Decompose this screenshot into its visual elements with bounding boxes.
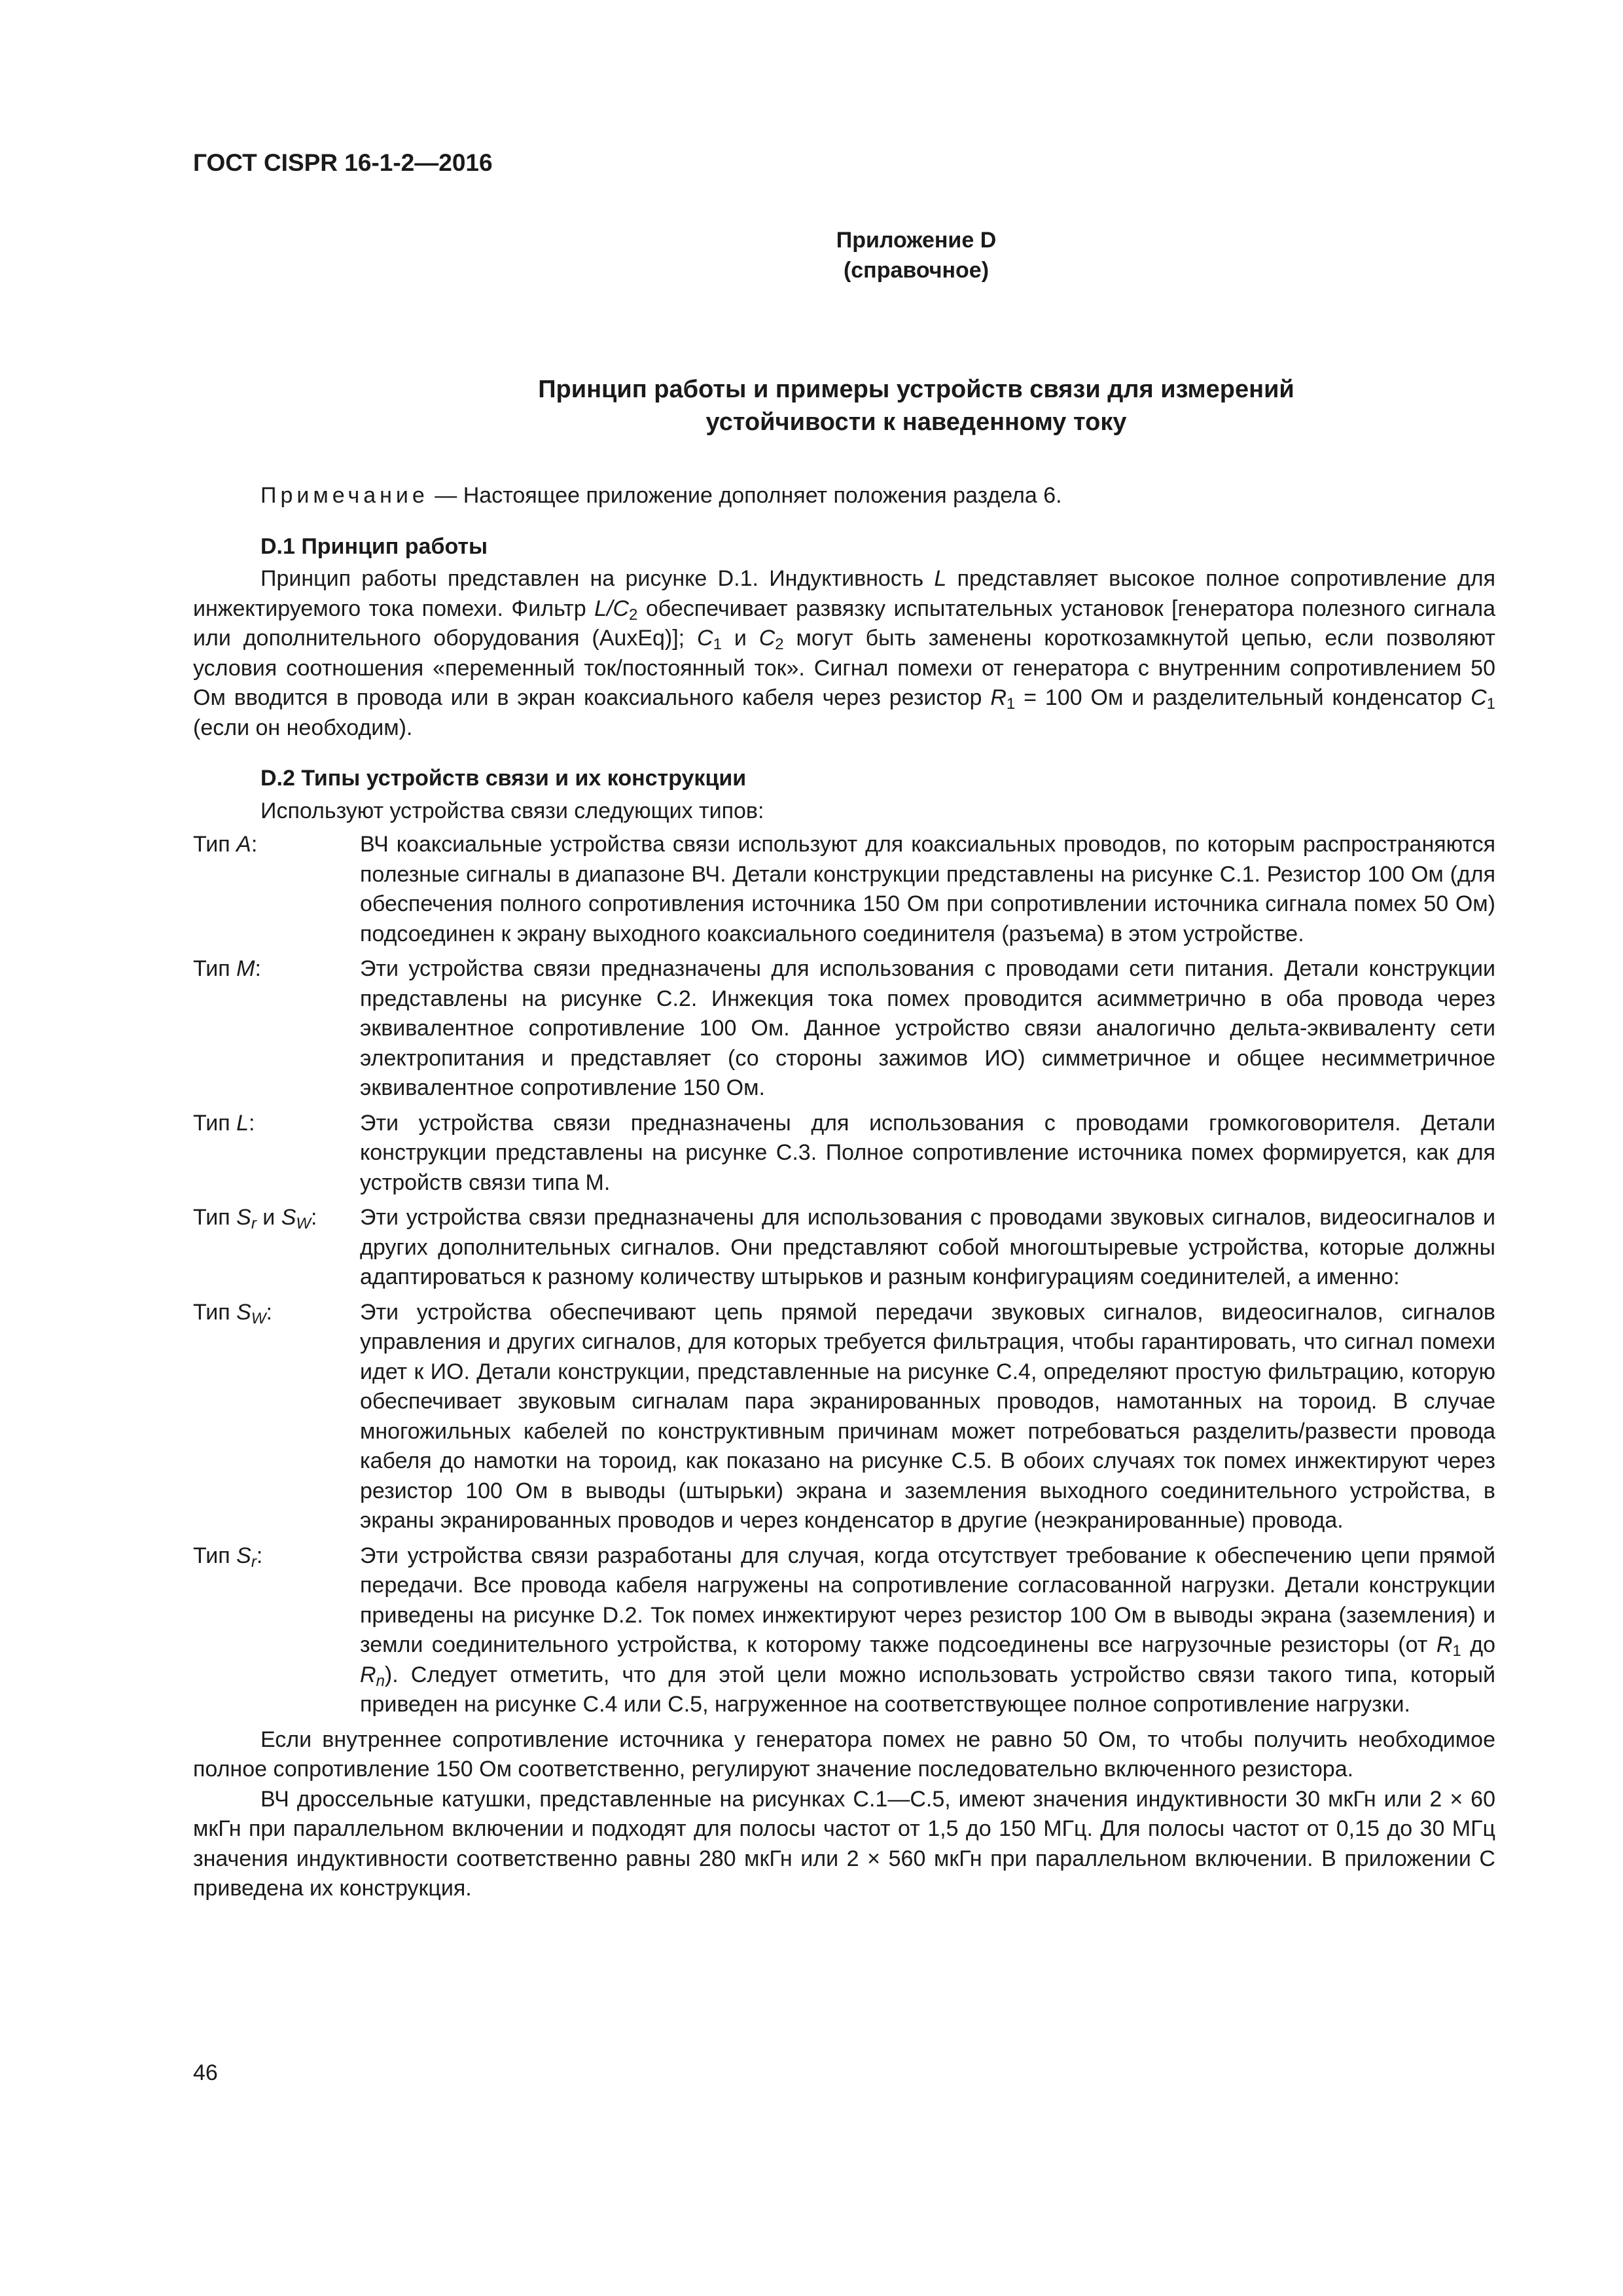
document-id: ГОСТ CISPR 16-1-2—2016 <box>193 149 493 176</box>
annex-title <box>0 373 1623 439</box>
main-text <box>193 481 1495 1904</box>
paragraph-rf-chokes: ВЧ дроссельные катушки, представленные на рисунках С.1—С.5, имеют значения индуктивности 30 мкГн или 2 × 60 мкГн при параллельном включении и подходят для полосы частот от 1,5 до 150 МГц. Для полосы частот от 0,15 до 30 МГц значения индуктивности соответственно равны 280 мкГн или 2 × 560 мкГн при параллельном включении. В приложении С приведена их конструкция. <box>193 1786 1495 1901</box>
type-row-sw <box>193 1298 1495 1536</box>
annex-title-line-2: устойчивости к наведенному току <box>705 408 1127 436</box>
note-paragraph <box>193 481 1495 511</box>
type-row-l <box>193 1109 1495 1198</box>
coupling-type-list <box>193 830 1495 1720</box>
annex-label: Приложение D <box>836 228 997 253</box>
annex-heading <box>0 225 1623 285</box>
type-description: Эти устройства связи разработаны для случая, когда отсутствует требование к обеспечению цепи прямой передачи. Все провода кабеля нагружены на сопротивление согласованной нагрузки. Детали конструкции приведены на рисунке D.2. Ток помех инжектируют через резистор 100 Ом в выводы экрана (заземления) и земли соединительного устройства, к которому также подсоединены все нагрузочные резисторы (от $R_1$ до $R_n$). Следует отметить, что для этой цели можно использовать устройство связи такого типа, который приведен на рисунке С.4 или С.5, нагруженное на соответствующее полное сопротивление нагрузки. <box>360 1543 1495 1717</box>
type-description: Эти устройства связи предназначены для использования с проводами звуковых сигналов, видеосигналов и других дополнительных сигналов. Они представляют собой многоштыревые устройства, которые должны адаптироваться к разному количеству штырьков и разным конфигурациям соединителей, а именно: <box>360 1205 1495 1289</box>
paragraph-source-impedance: Если внутреннее сопротивление источника у генератора помех не равно 50 Ом, то чтобы получить необходимое полное сопротивление 150 Ом соответственно, регулируют значение последовательно включенного резистора. <box>193 1727 1495 1782</box>
page-number: 46 <box>193 2060 218 2085</box>
annex-title-line-1: Принцип работы и примеры устройств связи для измерений <box>538 376 1294 403</box>
type-description: Эти устройства связи предназначены для использования с проводами громкоговорителя. Детали конструкции представлены на рисунке С.3. Полное сопротивление источника помех формируется, как для устройств связи типа М. <box>360 1110 1495 1195</box>
type-label: Тип $S_W$: <box>193 1299 272 1327</box>
type-row-m <box>193 954 1495 1103</box>
type-label: Тип A: <box>193 832 258 857</box>
section-d1-paragraph: Принцип работы представлен на рисунке D.1. Индуктивность L представляет высокое полное сопротивление для инжектируемого тока помехи. Фильтр $L/C_2$ обеспечивает развязку испытательных установок [генератора полезного сигнала или дополнительного оборудования (AuxEq)]; $C_1$ и $C_2$ могут быть заменены короткозамкнутой цепью, если позволяют условия соотношения «переменный ток/постоянный ток». Сигнал помехи от генератора с внутренним сопротивлением 50 Ом вводится в провода или в экран коаксиального кабеля через резистор $R_1 = 100$ Ом и разделительный конденсатор $C_1$ (если он необходим). <box>193 566 1495 740</box>
type-label: Тип L: <box>193 1110 255 1136</box>
section-d2-intro: Используют устройства связи следующих типов: <box>260 798 764 823</box>
note-text: — Настоящее приложение дополняет положения раздела 6. <box>428 483 1062 508</box>
type-row-sr <box>193 1541 1495 1720</box>
type-description: Эти устройства связи предназначены для использования с проводами сети питания. Детали конструкции представлены на рисунке С.2. Инжекция тока помех проводится асимметрично в оба провода через эквивалентное сопротивление 100 Ом. Данное устройство связи аналогично дельта-эквиваленту сети электропитания и представляет (со стороны зажимов ИО) симметричное и общее несимметричное эквивалентное сопротивление 150 Ом. <box>360 956 1495 1100</box>
type-label: Тип M: <box>193 956 261 981</box>
type-row-a <box>193 830 1495 949</box>
type-description: ВЧ коаксиальные устройства связи используют для коаксиальных проводов, по которым распространяются полезные сигналы в диапазоне ВЧ. Детали конструкции представлены на рисунке С.1. Резистор 100 Ом (для обеспечения полного сопротивления источника 150 Ом при сопротивлении источника сигнала помех 50 Ом) подсоединен к экрану выходного коаксиального соединителя (разъема) в этом устройстве. <box>360 832 1495 946</box>
section-d1-heading: D.1 Принцип работы <box>260 533 488 559</box>
section-d2-heading: D.2 Типы устройств связи и их конструкции <box>260 766 747 791</box>
type-row-sr-sw <box>193 1203 1495 1293</box>
annex-status: (справочное) <box>843 258 990 283</box>
note-label: Примечание <box>260 483 429 508</box>
type-label: Тип $S_r$ и $S_W$: <box>193 1205 317 1232</box>
type-description: Эти устройства обеспечивают цепь прямой передачи звуковых сигналов, видеосигналов, сигналов управления и других сигналов, для которых требуется фильтрация, чтобы гарантировать, что сигнал помехи идет к ИО. Детали конструкции, представленные на рисунке С.4, определяют простую фильтрацию, которую обеспечивает звуковым сигналам пара экранированных проводов, намотанных на тороид. В случае многожильных кабелей по конструктивным причинам может потребоваться разделить/развести провода кабеля до намотки на тороид, как показано на рисунке С.5. В обоих случаях ток помех инжектируют через резистор 100 Ом в выводы (штырьки) экрана и заземления выходного соединительного устройства, в экраны экранированных проводов и через конденсатор в другие (неэкранированные) провода. <box>360 1299 1495 1533</box>
type-label: Тип $S_r$: <box>193 1543 263 1571</box>
